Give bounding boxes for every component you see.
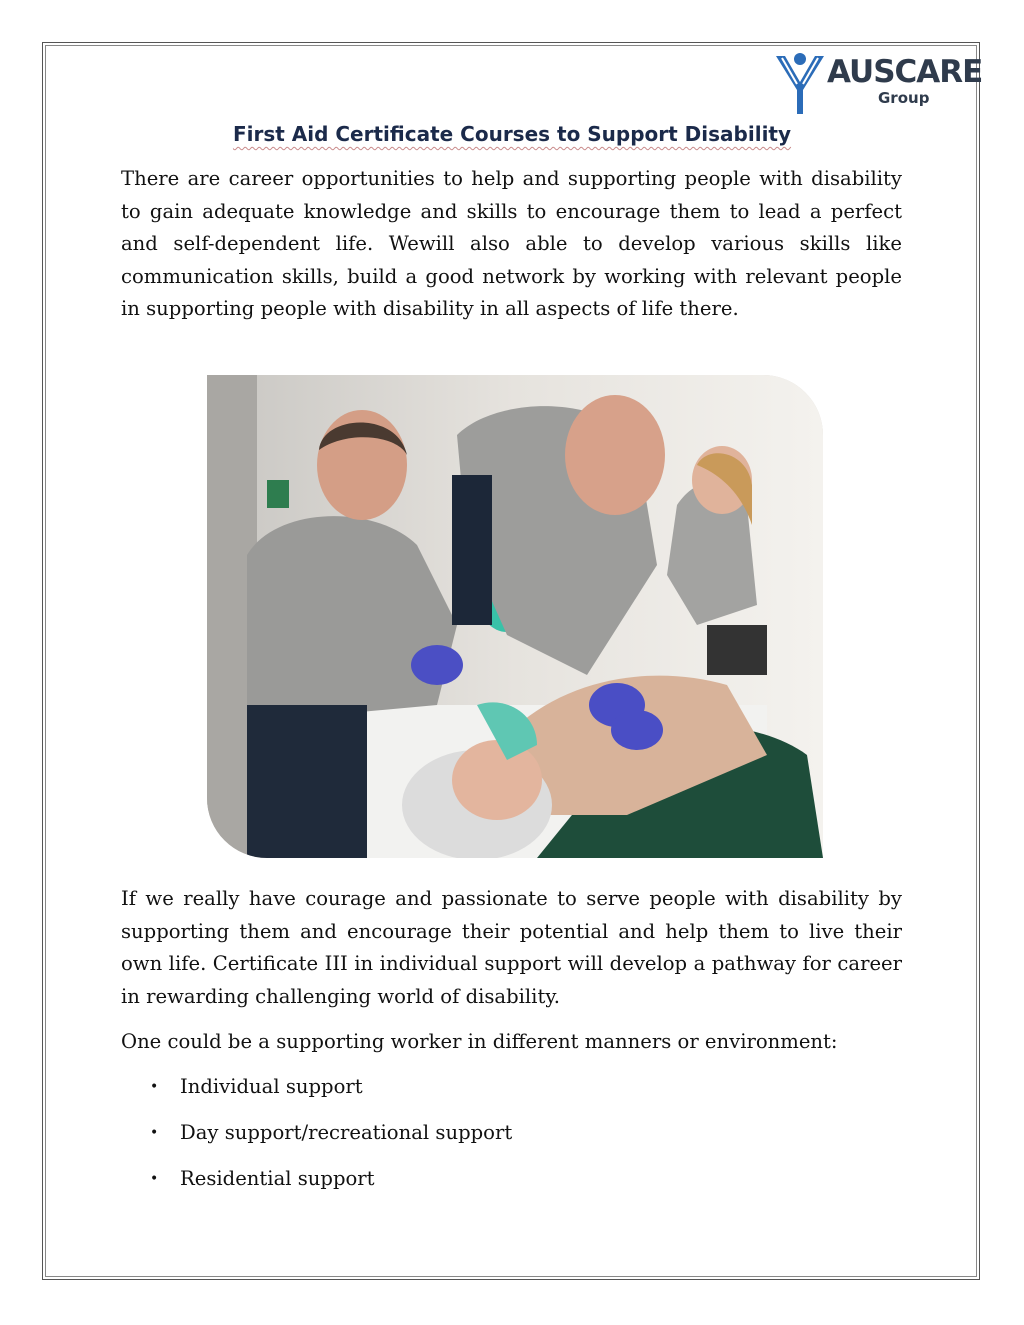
logo-name: AUSCARE (827, 54, 983, 90)
logo-subtitle: Group (878, 89, 930, 107)
bullet-icon: • (150, 1171, 159, 1187)
auscare-figure-logo-icon (770, 50, 830, 116)
environment-intro: One could be a supporting worker in different manners or environment: (121, 1030, 838, 1053)
paramedics-performing-cpr-photo (207, 375, 823, 858)
bullet-icon: • (150, 1079, 159, 1095)
document-title: First Aid Certificate Courses to Support Disability (232, 122, 792, 146)
auscare-logo (770, 50, 983, 116)
list-item-label: Individual support (180, 1075, 363, 1098)
intro-paragraph: There are career opportunities to help and supporting people with disability to gain adequate knowledge and skills to encourage them to lead a perfect and self-dependent life. Wewill also able to develop various skills like communication skills, build a good network by working with relevant people in supporting people with disability in all aspects of life there. (121, 167, 902, 321)
certificate-paragraph: If we really have courage and passionate to serve people with disability by supporting them and encourage their potential and help them to live their own life. Certificate III in individual support will develop a pathway for career in rewarding challenging world of disability. (121, 887, 902, 1008)
bullet-icon: • (150, 1125, 159, 1141)
list-item-label: Residential support (180, 1167, 375, 1190)
list-item-label: Day support/recreational support (180, 1121, 513, 1144)
